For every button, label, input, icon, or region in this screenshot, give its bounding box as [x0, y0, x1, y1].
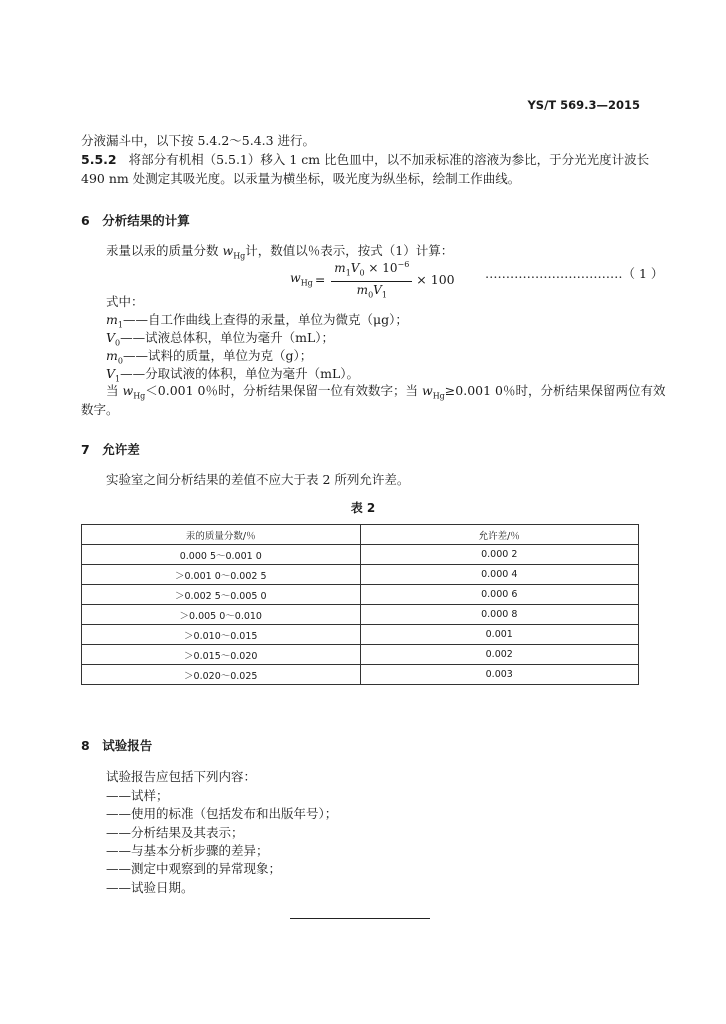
fraction-denominator	[357, 282, 387, 302]
w-subscript: Hg	[133, 391, 146, 401]
table-caption: 表 2	[350, 501, 376, 515]
var-subscript: 0	[115, 338, 121, 348]
note-part-b: ＜0.001 0％时，分析结果保留一位有效数字；当	[145, 383, 422, 398]
clause-5-5-2-line2: 490 nm 处测定其吸光度。以汞量为横坐标，吸光度为纵坐标，绘制工作曲线。	[81, 171, 521, 186]
table-header-cell: 允许差/％	[360, 525, 639, 545]
where-label: 式中：	[106, 294, 144, 309]
fraction	[331, 258, 412, 303]
den-v: V	[373, 283, 382, 298]
den-v-sub: 1	[381, 290, 387, 300]
table-row	[82, 665, 639, 685]
num-v: V	[350, 261, 360, 275]
w-symbol: w	[421, 383, 433, 398]
rounding-note-line2: 数字。	[81, 402, 119, 417]
times-100: × 100	[416, 272, 455, 288]
table-header-row	[82, 525, 639, 545]
continuation-line: 分液漏斗中，以下按 5.4.2～5.4.3 进行。	[81, 133, 316, 148]
report-item: ——与基本分析步骤的差异；	[106, 843, 269, 858]
section-8-title: 8 试验报告	[81, 738, 153, 753]
table-row	[82, 625, 639, 645]
table-cell: 0.002	[360, 645, 639, 665]
rounding-note-line1	[106, 383, 665, 405]
var-desc: ——分取试液的体积，单位为毫升（mL）。	[120, 366, 360, 381]
table-cell: 0.000 6	[360, 585, 639, 605]
table-cell: 0.003	[360, 665, 639, 685]
table-row	[82, 605, 639, 625]
report-item: ——使用的标准（包括发布和出版年号）；	[106, 806, 338, 821]
var-desc: ——试液总体积，单位为毫升（mL）；	[120, 330, 335, 345]
table-cell: ＞0.005 0～0.010	[82, 605, 361, 625]
formula-1	[290, 258, 455, 303]
table-cell: ＞0.010～0.015	[82, 625, 361, 645]
table-cell: 0.001	[360, 625, 639, 645]
clause-number: 5.5.2	[81, 152, 117, 167]
den-m-sub: 0	[368, 290, 374, 300]
section-7-text: 实验室之间分析结果的差值不应大于表 2 所列允许差。	[106, 472, 410, 487]
tolerance-table	[81, 524, 639, 685]
w-subscript: Hg	[233, 251, 246, 261]
equals-sign: =	[314, 272, 326, 288]
var-subscript: 1	[117, 320, 123, 330]
var-desc: ——自工作曲线上查得的汞量，单位为微克（μg）；	[122, 312, 408, 327]
table-cell: ＞0.001 0～0.002 5	[82, 565, 361, 585]
w-subscript: Hg	[300, 278, 313, 288]
var-desc: ——试料的质量，单位为克（g）；	[122, 348, 313, 363]
var-subscript: 0	[117, 356, 123, 366]
w-symbol: w	[222, 243, 234, 258]
table-row	[82, 545, 639, 565]
intro-part-b: 计，数值以％表示，按式（1）计算：	[245, 243, 454, 258]
table-row	[82, 645, 639, 665]
var-symbol: m	[106, 348, 118, 363]
report-item: ——分析结果及其表示；	[106, 825, 244, 840]
num-m-sub: 1	[345, 268, 351, 278]
table-cell: 0.000 4	[360, 565, 639, 585]
report-item: ——测定中观察到的异常现象；	[106, 861, 282, 876]
table-cell: 0.000 5～0.001 0	[82, 545, 361, 565]
clause-5-5-2-line1	[81, 152, 649, 168]
var-symbol: m	[106, 312, 118, 327]
num-rest: × 10	[364, 261, 398, 275]
standard-code: YS/T 569.3—2015	[527, 98, 640, 112]
note-part-c: ≥0.001 0％时，分析结果保留两位有效	[444, 383, 666, 398]
table-cell: 0.000 2	[360, 545, 639, 565]
table-cell: ＞0.015～0.020	[82, 645, 361, 665]
section-6-title: 6 分析结果的计算	[81, 213, 190, 228]
w-subscript: Hg	[432, 391, 445, 401]
report-item: ——试样；	[106, 788, 169, 803]
end-rule	[290, 918, 430, 919]
section-8-intro: 试验报告应包括下列内容：	[106, 769, 257, 784]
table-row	[82, 585, 639, 605]
num-m: m	[334, 261, 346, 275]
intro-part-a: 汞量以汞的质量分数	[106, 243, 223, 258]
w-symbol: w	[290, 269, 301, 285]
var-subscript: 1	[115, 374, 121, 384]
w-symbol: w	[122, 383, 134, 398]
equation-number: ……………………………（ 1 ）	[485, 266, 664, 281]
report-item: ——试验日期。	[106, 880, 194, 895]
table-cell: 0.000 8	[360, 605, 639, 625]
num-v-sub: 0	[359, 268, 365, 278]
section-7-title: 7 允许差	[81, 442, 140, 457]
table-header-cell: 汞的质量分数/％	[82, 525, 361, 545]
den-m: m	[356, 283, 369, 298]
table-cell: ＞0.002 5～0.005 0	[82, 585, 361, 605]
table-row	[82, 565, 639, 585]
num-exp: −6	[397, 260, 410, 269]
table-cell: ＞0.020～0.025	[82, 665, 361, 685]
var-symbol: V	[106, 330, 116, 345]
var-symbol: V	[106, 366, 116, 381]
fraction-numerator	[331, 258, 412, 282]
clause-text: 将部分有机相（5.5.1）移入 1 cm 比色皿中，以不加汞标准的溶液为参比，于分光光度计波长	[128, 152, 650, 167]
note-part-a: 当	[106, 383, 123, 398]
